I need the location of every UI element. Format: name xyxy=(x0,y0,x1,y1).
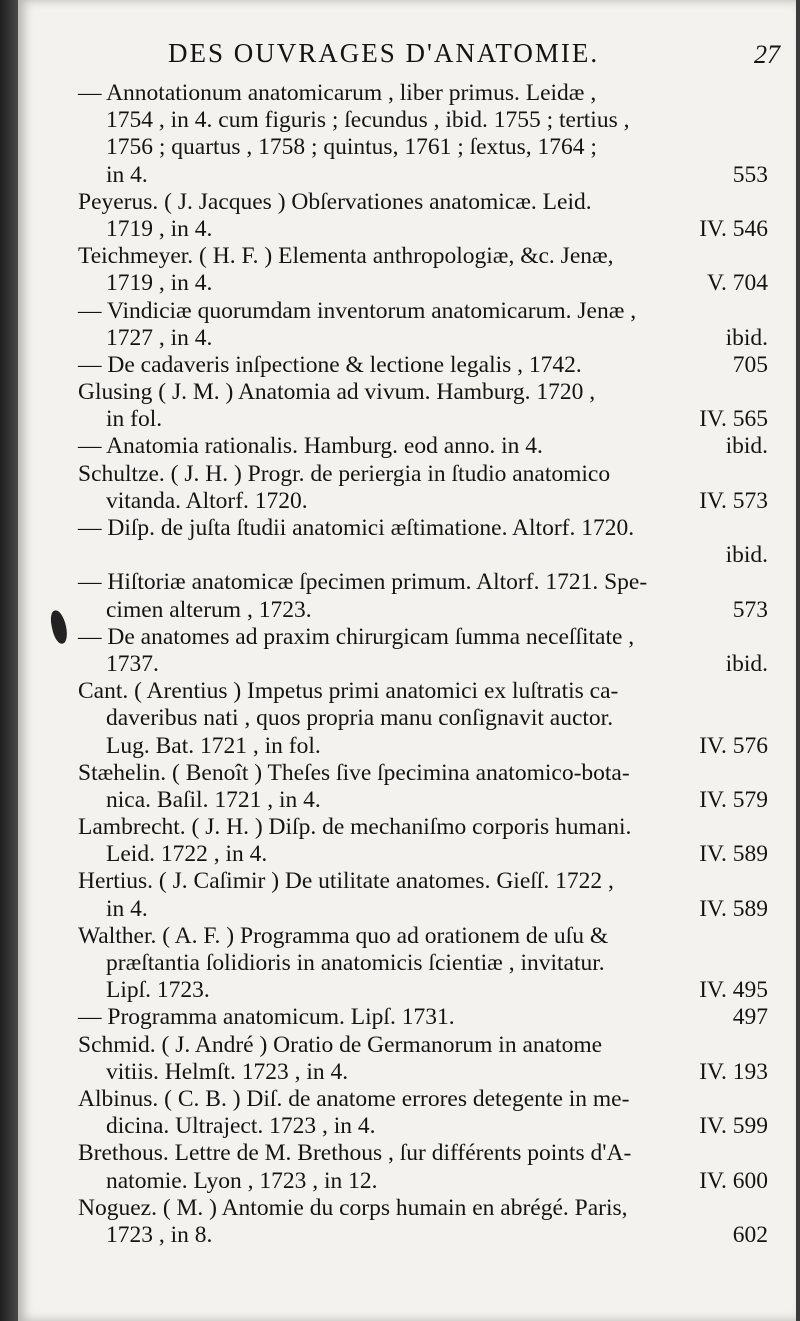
line-reference: IV. 495 xyxy=(699,977,768,1004)
line-text: cimen alterum , 1723. xyxy=(106,596,312,623)
text-line xyxy=(78,624,768,651)
line-text: 1737. xyxy=(106,650,159,677)
text-line xyxy=(78,814,768,841)
line-reference: IV. 576 xyxy=(699,732,768,759)
text-line xyxy=(78,189,768,216)
line-reference: 602 xyxy=(732,1221,768,1248)
text-line xyxy=(78,379,768,406)
line-text: dicina. Ultraject. 1723 , in 4. xyxy=(106,1113,376,1140)
text-line xyxy=(78,80,768,107)
text-line xyxy=(78,270,768,297)
line-text: vitanda. Altorf. 1720. xyxy=(106,487,308,514)
text-line xyxy=(78,1086,768,1113)
line-text: Schmid. ( J. André ) Oratio de Germanorum in anatome xyxy=(78,1031,603,1058)
line-reference: ibid. xyxy=(725,324,768,351)
text-line xyxy=(78,162,768,189)
text-line xyxy=(78,868,768,895)
line-text: natomie. Lyon , 1723 , in 12. xyxy=(106,1167,378,1194)
line-reference: IV. 546 xyxy=(699,215,768,242)
line-text: Lug. Bat. 1721 , in fol. xyxy=(106,732,321,759)
text-line xyxy=(78,542,768,569)
book-page xyxy=(18,0,796,1321)
text-line xyxy=(78,298,768,325)
text-line xyxy=(78,569,768,596)
bibliography-list xyxy=(78,80,768,1249)
line-reference: 497 xyxy=(732,1004,768,1031)
text-line xyxy=(78,950,768,977)
text-line xyxy=(78,705,768,732)
text-line xyxy=(78,1140,768,1167)
text-line xyxy=(78,1113,768,1140)
line-text: 1723 , in 8. xyxy=(106,1221,213,1248)
text-line xyxy=(78,216,768,243)
line-text: præſtantia ſolidioris in anatomicis ſcientiæ , invitatur. xyxy=(106,950,605,976)
text-line xyxy=(78,841,768,868)
text-line xyxy=(78,325,768,352)
line-text: Hertius. ( J. Caſimir ) De utilitate anatomes. Gieſſ. 1722 , xyxy=(78,868,614,895)
line-text: Glusing ( J. M. ) Anatomia ad vivum. Hamburg. 1720 , xyxy=(78,379,596,406)
text-line xyxy=(78,433,768,460)
text-line xyxy=(78,515,768,542)
line-text: in 4. xyxy=(106,161,148,188)
page-header xyxy=(108,38,788,78)
line-text: 1719 , in 4. xyxy=(106,270,213,297)
line-text: Albinus. ( C. B. ) Diſ. de anatome errores detegente in me- xyxy=(78,1085,630,1112)
text-line xyxy=(78,1195,768,1222)
text-line xyxy=(78,243,768,270)
line-text: Walther. ( A. F. ) Programma quo ad orationem de uſu & xyxy=(78,922,609,949)
line-reference: IV. 589 xyxy=(699,895,768,922)
text-line xyxy=(78,923,768,950)
line-text: 1756 ; quartus , 1758 ; quintus, 1761 ; ſextus, 1764 ; xyxy=(106,134,597,161)
line-text: Teichmeyer. ( H. F. ) Elementa anthropologiæ, &c. Jenæ, xyxy=(78,243,614,270)
line-text: — De anatomes ad praxim chirurgicam ſumma neceſſitate , xyxy=(78,623,635,650)
line-text: — Anatomia rationalis. Hamburg. eod anno. in 4. xyxy=(78,433,543,460)
line-text: 1727 , in 4. xyxy=(106,324,213,351)
line-text: nica. Baſil. 1721 , in 4. xyxy=(106,786,321,813)
text-line xyxy=(78,1222,768,1249)
text-line xyxy=(78,488,768,515)
text-line xyxy=(78,1059,768,1086)
line-text: — Annotationum anatomicarum , liber primus. Leidæ , xyxy=(78,80,597,106)
line-text: — Programma anatomicum. Lipſ. 1731. xyxy=(78,1004,455,1031)
line-text: 1719 , in 4. xyxy=(106,215,213,242)
line-text: Stæhelin. ( Benoît ) Theſes ſive ſpecimina anatomico-bota- xyxy=(78,759,630,786)
page-number: 27 xyxy=(754,40,780,69)
ink-blot xyxy=(49,609,70,645)
line-text: — De cadaveris inſpectione & lectione legalis , 1742. xyxy=(78,351,582,378)
text-line xyxy=(78,977,768,1004)
line-reference: ibid. xyxy=(725,542,768,569)
line-reference: IV. 579 xyxy=(699,786,768,813)
line-reference: IV. 573 xyxy=(699,487,768,514)
line-text: — Vindiciæ quorumdam inventorum anatomicarum. Jenæ , xyxy=(78,297,637,324)
line-text: in fol. xyxy=(106,406,163,433)
text-line xyxy=(78,597,768,624)
line-reference: IV. 193 xyxy=(699,1058,768,1085)
text-line xyxy=(78,1004,768,1031)
line-reference: IV. 589 xyxy=(699,841,768,868)
line-text: daveribus nati , quos propria manu conſignavit auctor. xyxy=(106,705,614,732)
line-text: vitiis. Helmſt. 1723 , in 4. xyxy=(106,1058,349,1085)
line-text: Brethous. Lettre de M. Brethous , ſur différents points d'A- xyxy=(78,1140,632,1167)
text-line xyxy=(78,1032,768,1059)
line-text: Peyerus. ( J. Jacques ) Obſervationes anatomicæ. Leid. xyxy=(78,188,592,215)
text-line xyxy=(78,406,768,433)
text-line xyxy=(78,733,768,760)
line-reference: IV. 599 xyxy=(699,1113,768,1140)
line-text: Leid. 1722 , in 4. xyxy=(106,841,268,868)
line-reference: ibid. xyxy=(725,650,768,677)
line-reference: 573 xyxy=(732,596,768,623)
line-text: Schultze. ( J. H. ) Progr. de periergia in ſtudio anatomico xyxy=(78,460,611,487)
line-text: in 4. xyxy=(106,895,148,922)
line-reference: V. 704 xyxy=(707,270,768,297)
line-text: 1754 , in 4. cum figuris ; ſecundus , ibid. 1755 ; tertius , xyxy=(106,107,630,134)
page-edge-shadow xyxy=(0,0,18,1321)
text-line xyxy=(78,678,768,705)
text-line xyxy=(78,107,768,134)
line-text: — Hiſtoriæ anatomicæ ſpecimen primum. Altorf. 1721. Spe- xyxy=(78,569,648,596)
running-title: DES OUVRAGES D'ANATOMIE. xyxy=(168,38,600,68)
line-reference: IV. 565 xyxy=(699,406,768,433)
line-reference: 705 xyxy=(732,351,768,378)
text-line xyxy=(78,760,768,787)
line-text: Cant. ( Arentius ) Impetus primi anatomici ex luſtratis ca- xyxy=(78,678,619,705)
text-line xyxy=(78,352,768,379)
line-reference: 553 xyxy=(732,161,768,188)
line-text: — Diſp. de juſta ſtudii anatomici æſtimatione. Altorf. 1720. xyxy=(78,515,635,541)
line-text: Lipſ. 1723. xyxy=(106,977,210,1004)
line-text: Noguez. ( M. ) Antomie du corps humain en abrégé. Paris, xyxy=(78,1194,628,1221)
text-line xyxy=(78,134,768,161)
line-text: Lambrecht. ( J. H. ) Diſp. de mechaniſmo corporis humani. xyxy=(78,814,632,841)
text-line xyxy=(78,787,768,814)
line-reference: ibid. xyxy=(725,433,768,460)
line-reference: IV. 600 xyxy=(699,1167,768,1194)
text-line xyxy=(78,651,768,678)
text-line xyxy=(78,461,768,488)
text-line xyxy=(78,1168,768,1195)
text-line xyxy=(78,896,768,923)
